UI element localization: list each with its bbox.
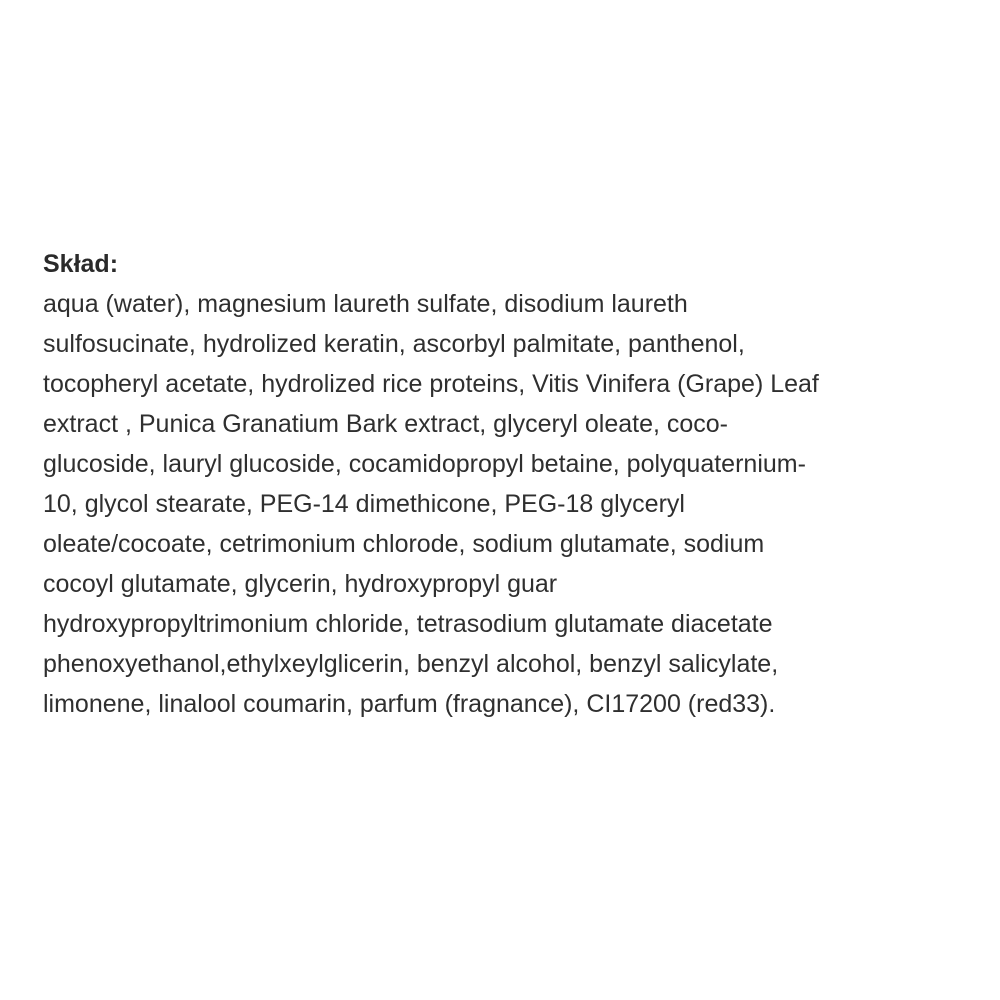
ingredients-line: oleate/cocoate, cetrimonium chlorode, sodium glutamate, sodium — [43, 530, 765, 558]
ingredients-line: 10, glycol stearate, PEG-14 dimethicone, PEG-18 glyceryl — [43, 490, 685, 518]
ingredients-line: tocopheryl acetate, hydrolized rice proteins, Vitis Vinifera (Grape) Leaf — [43, 370, 819, 398]
ingredients-line: phenoxyethanol,ethylxeylglicerin, benzyl alcohol, benzyl salicylate, — [43, 650, 779, 678]
ingredients-line: hydroxypropyltrimonium chloride, tetrasodium glutamate diacetate — [43, 610, 773, 638]
ingredients-line: aqua (water), magnesium laureth sulfate, disodium laureth — [43, 290, 688, 318]
ingredients-block — [43, 244, 973, 724]
ingredients-line: extract , Punica Granatium Bark extract, glyceryl oleate, coco- — [43, 410, 728, 438]
ingredients-line: limonene, linalool coumarin, parfum (fragnance), CI17200 (red33). — [43, 690, 776, 718]
ingredients-line: sulfosucinate, hydrolized keratin, ascorbyl palmitate, panthenol, — [43, 330, 745, 358]
ingredients-line: cocoyl glutamate, glycerin, hydroxypropyl guar — [43, 570, 558, 598]
ingredients-line: glucoside, lauryl glucoside, cocamidopropyl betaine, polyquaternium- — [43, 450, 806, 478]
ingredients-heading: Skład: — [43, 250, 119, 278]
